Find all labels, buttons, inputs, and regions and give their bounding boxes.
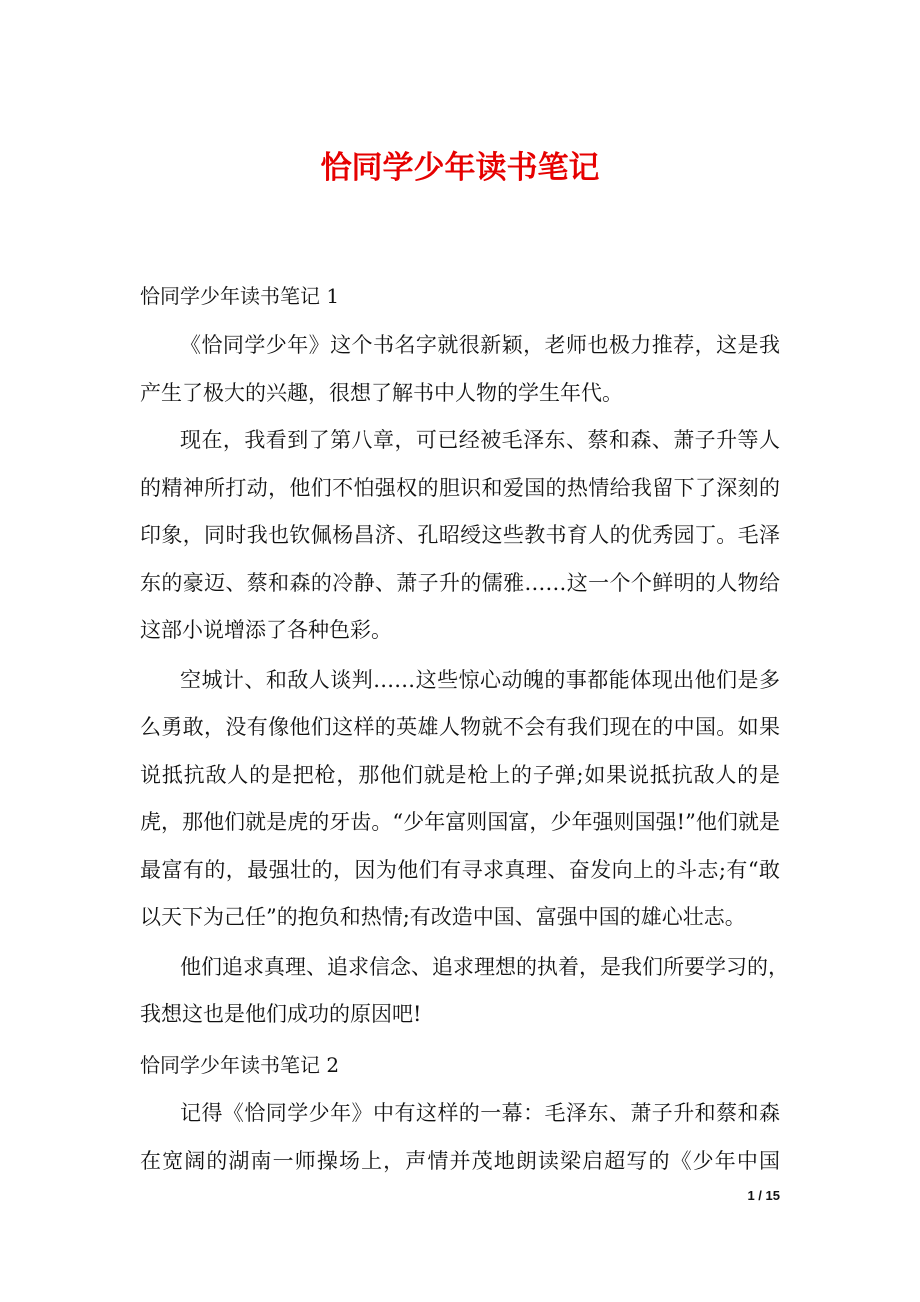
document-title: 恰同学少年读书笔记 xyxy=(320,150,600,186)
page-number: 1 / 15 xyxy=(747,1188,780,1203)
paragraph-line: 虎，那他们就是虎的牙齿。“少年富则国富，少年强则国强!”他们就是 xyxy=(140,810,780,834)
section-heading: 恰同学少年读书笔记 2 xyxy=(140,1053,340,1077)
paragraph-line: 么勇敢，没有像他们这样的英雄人物就不会有我们现在的中国。如果 xyxy=(140,715,780,739)
paragraph-line: 最富有的，最强壮的，因为他们有寻求真理、奋发向上的斗志;有“敢 xyxy=(140,858,780,882)
paragraph-line: 产生了极大的兴趣，很想了解书中人物的学生年代。 xyxy=(140,381,623,405)
paragraph-line: 在宽阔的湖南一师操场上，声情并茂地朗读梁启超写的《少年中国 xyxy=(140,1149,780,1173)
section-heading: 恰同学少年读书笔记 1 xyxy=(140,284,340,308)
paragraph-line: 空城计、和敌人谈判……这些惊心动魄的事都能体现出他们是多 xyxy=(180,668,780,692)
paragraph-line: 以天下为己任”的抱负和热情;有改造中国、富强中国的雄心壮志。 xyxy=(140,905,746,929)
paragraph-line: 印象，同时我也钦佩杨昌济、孔昭绶这些教书育人的优秀园丁。毛泽 xyxy=(140,523,780,547)
paragraph-line: 他们追求真理、追求信念、追求理想的执着，是我们所要学习的， xyxy=(180,955,789,979)
paragraph-line: 《恰同学少年》这个书名字就很新颖，老师也极力推荐，这是我 xyxy=(180,333,780,357)
paragraph-line: 这部小说增添了各种色彩。 xyxy=(140,618,392,642)
paragraph-line: 我想这也是他们成功的原因吧! xyxy=(140,1002,422,1026)
paragraph-line: 说抵抗敌人的是把枪，那他们就是枪上的子弹;如果说抵抗敌人的是 xyxy=(140,763,780,787)
paragraph-line: 的精神所打动，他们不怕强权的胆识和爱国的热情给我留下了深刻的 xyxy=(140,476,780,500)
paragraph-line: 记得《恰同学少年》中有这样的一幕：毛泽东、萧子升和蔡和森 xyxy=(180,1101,780,1125)
paragraph-line: 现在，我看到了第八章，可已经被毛泽东、蔡和森、萧子升等人 xyxy=(180,428,780,452)
paragraph-line: 东的豪迈、蔡和森的冷静、萧子升的儒雅……这一个个鲜明的人物给 xyxy=(140,571,780,595)
